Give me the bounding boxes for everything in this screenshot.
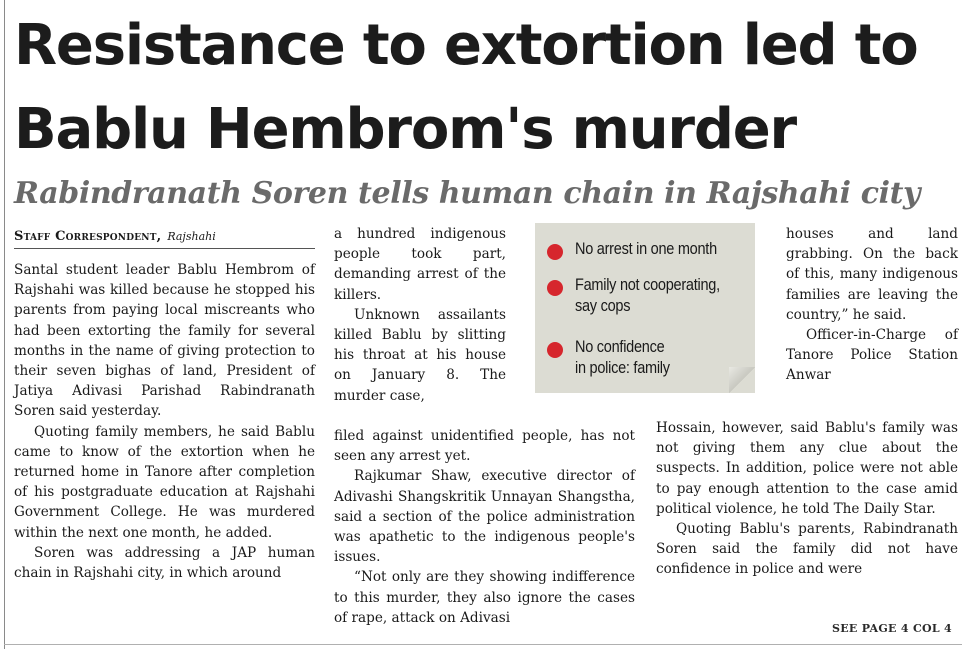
- highlight-text: say cops: [575, 297, 631, 315]
- paragraph: filed against unidentified people, has not seen any arrest yet.: [334, 428, 635, 465]
- paragraph: Quoting Bablu's parents, Rabindranath Soren said the family did not have confidence in police and were: [656, 521, 958, 578]
- paragraph: Quoting family members, he said Bablu came to know of the extortion when he returned home in Tanore after completion of his postgraduate education at Rajshahi Government College. He was murdered within the next one month, he added.: [14, 423, 315, 541]
- highlight-item: [547, 239, 736, 260]
- red-bullet-icon: [547, 280, 563, 296]
- highlights-box: [535, 223, 755, 393]
- paragraph: Hossain, however, said Bablu's family was not giving them any clue about the suspects. In addition, police were not able to pay enough attention to the case amid political violence, he told The Daily Star.: [656, 420, 958, 517]
- paragraph: “Not only are they showing indifference to this murder, they also ignore the cases of rape, attack on Adivasi: [334, 569, 635, 626]
- body-column-1: [14, 260, 315, 583]
- byline-name: Staff Correspondent,: [14, 229, 162, 244]
- bottom-border-rule: [4, 644, 962, 645]
- paragraph: Soren was addressing a JAP human chain in Rajshahi city, in which around: [14, 544, 315, 582]
- highlight-item: [547, 337, 683, 379]
- highlight-text: in police: family: [575, 359, 670, 377]
- paragraph: Santal student leader Bablu Hembrom of Rajshahi was killed because he stopped his parents from paying local miscreants who had been extorting the family for several months in the name of giving protection to their seven bighas of land, President of Jatiya Adivasi Parishad Rabindranath Soren said yesterday.: [14, 262, 315, 420]
- body-column-3-lower: [656, 418, 958, 580]
- body-column-3-upper: [786, 224, 958, 386]
- red-bullet-icon: [547, 244, 563, 260]
- red-bullet-icon: [547, 342, 563, 358]
- headline-line-2: Bablu Hembrom's murder: [14, 97, 796, 162]
- highlight-text: No confidence: [575, 338, 665, 356]
- byline-place: Rajshahi: [167, 230, 216, 243]
- headline: [14, 4, 959, 172]
- paragraph: houses and land grabbing. On the back of this, many indigenous families are leaving the country,” he said.: [786, 226, 958, 323]
- paragraph: Unknown assailants killed Bablu by slitting his throat at his house on January 8. The murder case,: [334, 306, 506, 404]
- body-column-2-lower: [334, 426, 635, 628]
- highlight-text: No arrest in one month: [575, 240, 717, 258]
- left-border-rule: [4, 0, 5, 649]
- subheadline: Rabindranath Soren tells human chain in Rajshahi city: [14, 176, 921, 211]
- body-column-2-upper: [334, 224, 506, 406]
- highlight-item: [547, 275, 740, 317]
- headline-line-1: Resistance to extortion led to: [14, 13, 918, 78]
- continuation-note: SEE PAGE 4 COL 4: [832, 622, 952, 635]
- highlight-text: Family not cooperating,: [575, 276, 720, 294]
- byline: [14, 226, 315, 249]
- page-curl-corner: [729, 367, 755, 393]
- paragraph: a hundred indigenous people took part, demanding arrest of the killers.: [334, 226, 506, 303]
- paragraph: Rajkumar Shaw, executive director of Adivashi Shangskritik Unnayan Shangstha, said a section of the police administration was apathetic to the indigenous people's issues.: [334, 468, 635, 566]
- paragraph: Officer-in-Charge of Tanore Police Station Anwar: [786, 327, 958, 384]
